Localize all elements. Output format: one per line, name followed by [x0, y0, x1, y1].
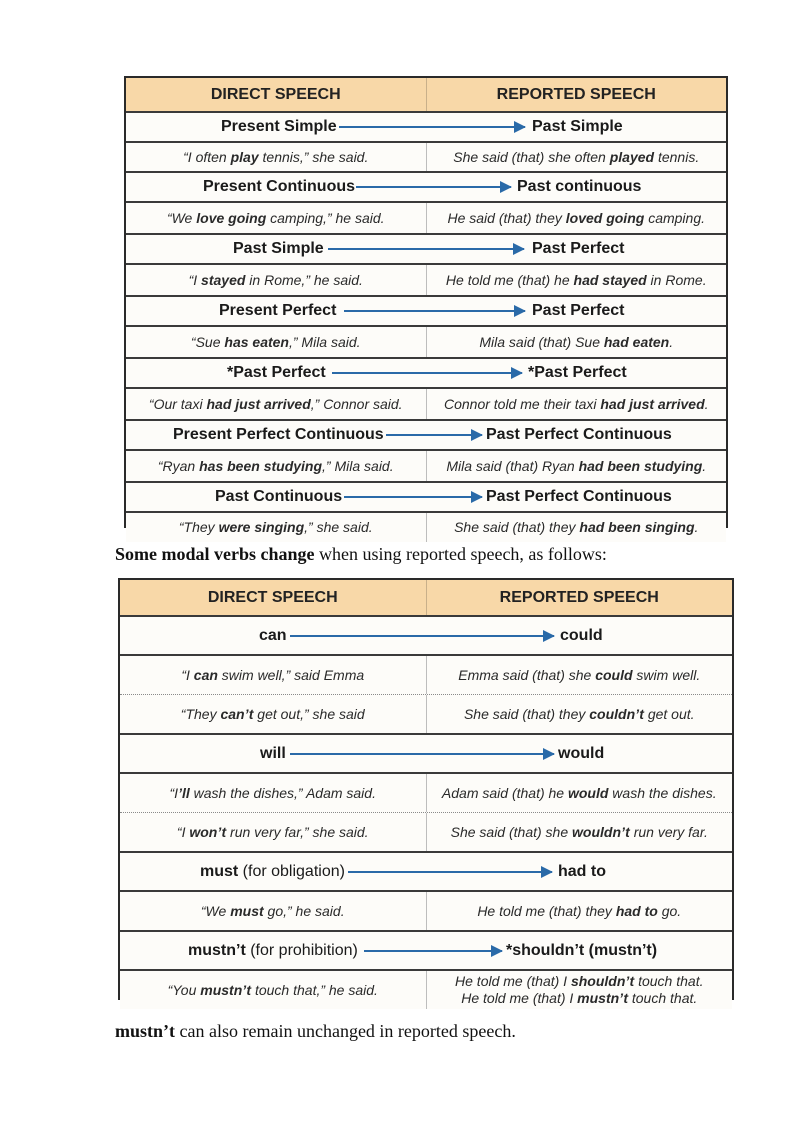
example-reported: She said (that) they had been singing. — [454, 519, 699, 535]
example-direct: “We must go,” he said. — [120, 892, 427, 930]
modal-verbs-table — [118, 578, 734, 1006]
modal-from: will — [260, 744, 286, 762]
tense-row — [126, 235, 726, 265]
modal-to: had to — [558, 862, 606, 880]
arrow-icon — [290, 753, 554, 755]
example-row — [126, 389, 726, 421]
example-direct: “Ryan has been studying,” Mila said. — [126, 451, 427, 481]
example-row — [126, 451, 726, 483]
tense-to: Past Perfect — [532, 302, 625, 319]
modal-row — [120, 853, 732, 892]
tense-to: Past Perfect Continuous — [486, 426, 672, 443]
example-reported: Emma said (that) she could swim well. — [458, 666, 701, 683]
tense-to: Past Perfect — [532, 240, 625, 257]
example-direct: “I won’t run very far,” she said. — [120, 813, 427, 851]
tense-to: Past continuous — [517, 178, 642, 195]
example-reported: She said (that) she wouldn’t run very far. — [450, 823, 708, 840]
modal-from: can — [259, 626, 287, 644]
arrow-icon — [328, 248, 524, 250]
example-row — [126, 513, 726, 542]
modal-verbs-intro: Some modal verbs change when using reported speech, as follows: — [115, 544, 607, 564]
modal-from: must (for obligation) — [200, 862, 345, 880]
example-direct: “Sue has eaten,” Mila said. — [126, 327, 427, 357]
header-direct-speech: DIRECT SPEECH — [126, 78, 427, 111]
example-direct: “I’ll wash the dishes,” Adam said. — [120, 774, 427, 812]
tense-row — [126, 297, 726, 327]
tense-from: Past Continuous — [215, 488, 343, 505]
tense-from: Present Perfect Continuous — [173, 426, 384, 443]
example-direct: “We love going camping,” he said. — [126, 203, 427, 233]
modal-from: mustn’t (for prohibition) — [188, 941, 358, 959]
arrow-icon — [364, 950, 502, 952]
example-row — [120, 774, 732, 813]
tense-row — [126, 483, 726, 513]
table-header — [126, 78, 726, 113]
example-row — [120, 695, 732, 735]
table-header — [120, 580, 732, 617]
tense-from: Past Simple — [233, 240, 324, 257]
example-row — [126, 143, 726, 173]
example-row — [126, 265, 726, 297]
example-direct: “They can’t get out,” she said — [120, 695, 427, 733]
mustnt-note: mustn’t can also remain unchanged in reported speech. — [115, 1021, 516, 1041]
example-direct: “They were singing,” she said. — [126, 513, 427, 542]
modal-to: would — [558, 744, 605, 762]
tense-to: Past Simple — [532, 118, 623, 135]
arrow-icon — [348, 871, 552, 873]
example-reported: She said (that) she often played tennis. — [453, 148, 700, 165]
modal-to: could — [560, 626, 603, 644]
arrow-icon — [332, 372, 522, 374]
example-row — [120, 813, 732, 853]
tense-from: Present Continuous — [203, 178, 356, 195]
tense-table — [124, 76, 728, 535]
tense-from: *Past Perfect — [227, 364, 326, 381]
tense-row — [126, 359, 726, 389]
modal-row — [120, 735, 732, 774]
example-reported: Connor told me their taxi had just arrived. — [443, 395, 709, 412]
example-row — [120, 656, 732, 695]
tense-from: Present Simple — [221, 118, 337, 135]
arrow-icon — [290, 635, 554, 637]
modal-row — [120, 617, 732, 656]
arrow-icon — [344, 310, 525, 312]
example-reported: He said (that) they loved going camping. — [447, 209, 706, 226]
example-direct: “You mustn’t touch that,” he said. — [120, 971, 427, 1009]
example-direct: “I often play tennis,” she said. — [126, 143, 427, 171]
tense-row — [126, 173, 726, 203]
tense-to: Past Perfect Continuous — [486, 488, 672, 505]
example-reported: She said (that) they couldn’t get out. — [463, 705, 695, 722]
arrow-icon — [344, 496, 482, 498]
example-row — [120, 971, 732, 1009]
arrow-icon — [386, 434, 482, 436]
example-row — [126, 327, 726, 359]
modal-to: *shouldn’t (mustn’t) — [506, 941, 658, 959]
example-row — [126, 203, 726, 235]
example-reported: He told me (that) he had stayed in Rome. — [445, 271, 707, 288]
example-row — [120, 892, 732, 932]
tense-row — [126, 421, 726, 451]
arrow-icon — [339, 126, 525, 128]
example-direct: “I can swim well,” said Emma — [120, 656, 427, 694]
example-reported: Adam said (that) he would wash the dishes. — [441, 784, 717, 801]
arrow-icon — [356, 186, 511, 188]
example-direct: “I stayed in Rome,” he said. — [126, 265, 427, 295]
example-reported: Mila said (that) Ryan had been studying. — [446, 457, 707, 474]
header-reported-speech: REPORTED SPEECH — [496, 86, 656, 103]
modal-row — [120, 932, 732, 971]
example-direct: “Our taxi had just arrived,” Connor said. — [126, 389, 427, 419]
example-reported: Mila said (that) Sue had eaten. — [479, 333, 674, 350]
tense-from: Present Perfect — [219, 302, 337, 319]
header-reported-speech: REPORTED SPEECH — [499, 589, 659, 606]
tense-to: *Past Perfect — [528, 364, 627, 381]
header-direct-speech: DIRECT SPEECH — [120, 580, 427, 615]
example-reported: He told me (that) I shouldn’t touch that. He told me (that) I mustn’t touch that. — [455, 973, 704, 1006]
example-reported: He told me (that) they had to go. — [477, 902, 682, 919]
tense-row — [126, 113, 726, 143]
